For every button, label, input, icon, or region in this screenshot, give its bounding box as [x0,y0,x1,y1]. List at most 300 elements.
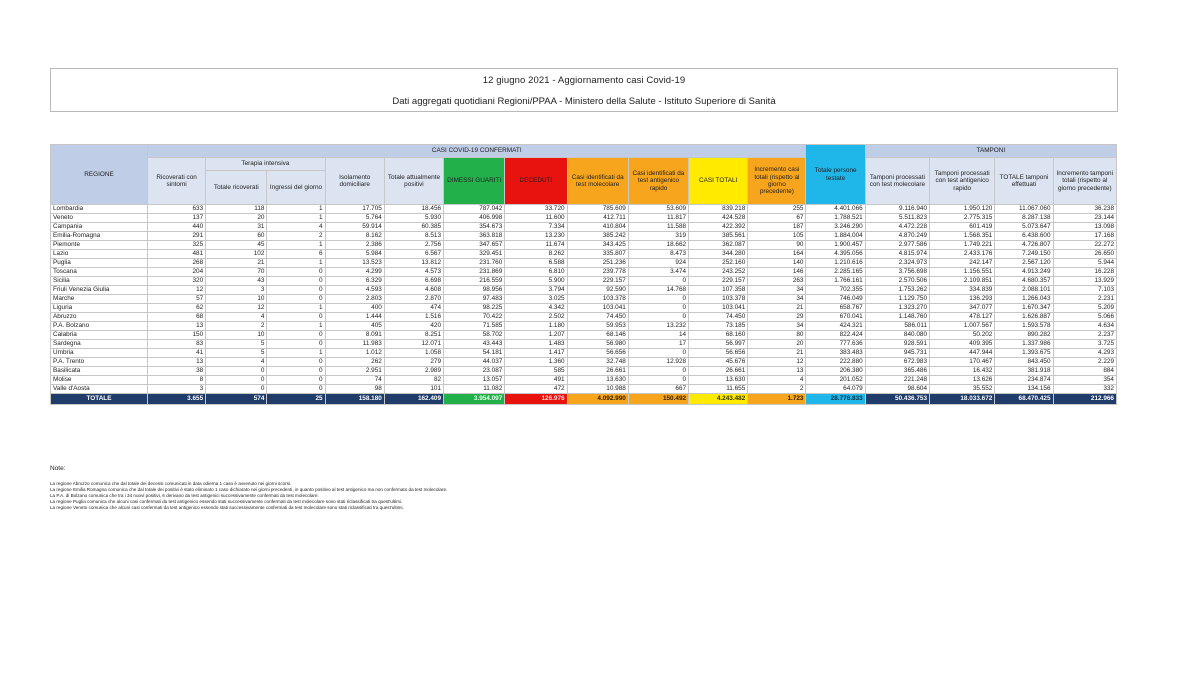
cell-isolamento: 2.803 [325,295,384,304]
cell-regione: Piemonte [51,241,148,250]
cell-persone-testate: 1.884.004 [806,232,865,241]
cell-incremento-tamponi: 2.237 [1053,331,1116,340]
cell-regione: Campania [51,223,148,232]
cell-deceduti: 11.674 [505,241,567,250]
cell-dimessi: 13.057 [444,376,505,385]
cell-tamponi-totale: 1.593.578 [995,322,1053,331]
cell-dimessi: 98.225 [444,304,505,313]
cell-casi-totali: 26.661 [689,367,748,376]
cell-tamponi-totale: 1.337.986 [995,340,1053,349]
cell-test-molecolare: 410.804 [567,223,628,232]
cell-tamponi-totale: 7.249.150 [995,250,1053,259]
notes-lines [50,481,1116,511]
header-tamponi-antigenico: Tamponi processati con test antigenico rapido [930,158,995,205]
cell-incremento-tamponi: 17.168 [1053,232,1116,241]
table-row [51,277,1117,286]
cell-ti-totale: 10 [206,331,267,340]
cell-test-antigenico: 0 [628,277,688,286]
cell-incremento-tamponi: 36.238 [1053,205,1116,214]
table-row [51,313,1117,322]
cell-incremento-casi: 255 [748,205,806,214]
cell-deceduti: 6.810 [505,268,567,277]
cell-casi-totali: 103.378 [689,295,748,304]
cell-tamponi-antigenico: 334.839 [930,286,995,295]
cell-tamponi-molecolare: 928.591 [865,340,929,349]
cell-ricoverati: 83 [147,340,205,349]
cell-tamponi-antigenico: 2.775.315 [930,214,995,223]
cell-ricoverati: 204 [147,268,205,277]
cell-deceduti: 5.900 [505,277,567,286]
cell-tamponi-totale: 381.918 [995,367,1053,376]
cell-tamponi-molecolare: 945.731 [865,349,929,358]
header-tamponi: TAMPONI [865,145,1116,158]
cell-persone-testate: 822.424 [806,331,865,340]
cell-ti-totale: 4 [206,313,267,322]
table-row [51,259,1117,268]
cell-isolamento: 4.299 [325,268,384,277]
cell-attualmente-positivi: 2.870 [384,295,443,304]
note-line: La P.A. di Bolzano comunica che tra i 34 nuovi positivi, 6 derivano da test antigenici successivamente confermati da test molecolare. [50,493,319,498]
cell-incremento-casi: 12 [748,358,806,367]
cell-tamponi-antigenico: 50.202 [930,331,995,340]
cell-tamponi-antigenico: 1.007.567 [930,322,995,331]
cell-isolamento: 262 [325,358,384,367]
cell-deceduti: 1.360 [505,358,567,367]
cell-incremento-tamponi: 26.650 [1053,250,1116,259]
cell-ricoverati: 3 [147,385,205,394]
cell-incremento-casi: 164 [748,250,806,259]
cell-casi-totali: 103.041 [689,304,748,313]
cell-incremento-tamponi: 5.944 [1053,259,1116,268]
cell-incremento-casi: 105 [748,232,806,241]
cell-tamponi-molecolare: 365.486 [865,367,929,376]
cell-incremento-tamponi: 13.929 [1053,277,1116,286]
cell-tamponi-totale: 1.266.043 [995,295,1053,304]
cell-ricoverati: 137 [147,214,205,223]
cell-dimessi: 216.559 [444,277,505,286]
table-row [51,205,1117,214]
cell-incremento-tamponi: 5.209 [1053,304,1116,313]
table-row [51,295,1117,304]
cell-casi-totali: 73.185 [689,322,748,331]
cell-test-antigenico: 0 [628,349,688,358]
cell-regione: Toscana [51,268,148,277]
cell-deceduti: 491 [505,376,567,385]
cell-incremento-casi: 146 [748,268,806,277]
cell-ti-totale: 20 [206,214,267,223]
cell-test-antigenico: 667 [628,385,688,394]
cell-test-antigenico: 14.768 [628,286,688,295]
cell-attualmente-positivi: 420 [384,322,443,331]
cell-ti-totale: 0 [206,376,267,385]
cell-dimessi: 231.760 [444,259,505,268]
cell-attualmente-positivi: 1.058 [384,349,443,358]
header-casi-totali: CASI TOTALI [689,158,748,205]
cell-test-molecolare: 26.661 [567,367,628,376]
header-regione: REGIONE [51,145,148,205]
cell-test-antigenico: 11.588 [628,223,688,232]
cell-regione: Marche [51,295,148,304]
cell-ricoverati: 12 [147,286,205,295]
cell-ricoverati: 320 [147,277,205,286]
cell-isolamento: 4.593 [325,286,384,295]
cell-dimessi: 71.585 [444,322,505,331]
cell-tamponi-antigenico: 1.749.221 [930,241,995,250]
cell-ti-totale: 5 [206,349,267,358]
cell-incremento-tamponi: 5.066 [1053,313,1116,322]
cell-tamponi-molecolare: 1.323.270 [865,304,929,313]
cell-incremento-tamponi: 7.103 [1053,286,1116,295]
total-regione: TOTALE [51,394,148,405]
table-row [51,241,1117,250]
header-isolamento: Isolamento domiciliare [325,158,384,205]
cell-casi-totali: 74.450 [689,313,748,322]
note-line: La regione Emilia Romagna comunica che dal totale dei positivi è stato eliminato 1 caso dichiarato nei giorni precedenti, in quanto positivo al test antigenico ma non confermato da test molecolare. [50,487,448,492]
cell-tamponi-antigenico: 16.432 [930,367,995,376]
table-row [51,367,1117,376]
cell-incremento-casi: 90 [748,241,806,250]
note-line: La regione Puglia comunica che alcuni casi confermati da test antigenico essendo stati successivamente confermati da test molecolare sono stati riclassificati tra quest'ultimi. [50,499,403,504]
cell-persone-testate: 1.900.457 [806,241,865,250]
cell-dimessi: 97.483 [444,295,505,304]
cell-casi-totali: 13.630 [689,376,748,385]
cell-tamponi-antigenico: 447.944 [930,349,995,358]
cell-test-antigenico: 0 [628,367,688,376]
cell-ti-ingressi: 0 [267,340,325,349]
cell-tamponi-molecolare: 3.756.698 [865,268,929,277]
cell-ti-totale: 12 [206,304,267,313]
cell-tamponi-molecolare: 4.870.249 [865,232,929,241]
cell-incremento-casi: 29 [748,313,806,322]
table-body [51,205,1117,405]
table-row [51,304,1117,313]
cell-tamponi-antigenico: 347.077 [930,304,995,313]
cell-ti-totale: 43 [206,277,267,286]
cell-attualmente-positivi: 6.698 [384,277,443,286]
cell-incremento-casi: 263 [748,277,806,286]
cell-regione: Liguria [51,304,148,313]
cell-test-antigenico: 3.474 [628,268,688,277]
cell-test-antigenico: 0 [628,295,688,304]
cell-test-molecolare: 56.656 [567,349,628,358]
cell-isolamento: 74 [325,376,384,385]
cell-test-antigenico: 18.662 [628,241,688,250]
cell-tamponi-antigenico: 478.127 [930,313,995,322]
cell-ricoverati: 38 [147,367,205,376]
cell-ti-ingressi: 0 [267,376,325,385]
cell-deceduti: 11.600 [505,214,567,223]
notes-title: Note: [50,465,66,472]
header-tamponi-totale: TOTALE tamponi effettuati [995,158,1053,205]
cell-ti-ingressi: 0 [267,286,325,295]
cell-attualmente-positivi: 101 [384,385,443,394]
cell-incremento-casi: 13 [748,367,806,376]
cell-incremento-tamponi: 16.228 [1053,268,1116,277]
cell-ti-totale: 3 [206,286,267,295]
cell-attualmente-positivi: 6.567 [384,250,443,259]
cell-dimessi: 363.818 [444,232,505,241]
cell-casi-totali: 344.280 [689,250,748,259]
report-title: 12 giugno 2021 - Aggiornamento casi Covid-19 [482,75,686,86]
cell-test-antigenico: 11.817 [628,214,688,223]
cell-casi-totali: 362.087 [689,241,748,250]
note-line: La regione Veneto comunica che alcuni casi confermati da test antigenico essendo stati successivamente confermati da test molecolare sono stati riclassificati tra quest'ultimi. [50,505,404,510]
cell-ti-ingressi: 6 [267,250,325,259]
cell-incremento-casi: 80 [748,331,806,340]
cell-tamponi-molecolare: 1.753.262 [865,286,929,295]
header-casi-confermati: CASI COVID-19 CONFERMATI [147,145,806,158]
cell-incremento-casi: 140 [748,259,806,268]
cell-tamponi-totale: 5.073.647 [995,223,1053,232]
cell-regione: Sicilia [51,277,148,286]
cell-ti-totale: 70 [206,268,267,277]
cell-test-molecolare: 412.711 [567,214,628,223]
cell-incremento-tamponi: 13.098 [1053,223,1116,232]
cell-test-antigenico: 0 [628,313,688,322]
cell-persone-testate: 4.395.056 [806,250,865,259]
cell-ti-ingressi: 0 [267,367,325,376]
cell-tamponi-molecolare: 1.148.760 [865,313,929,322]
cell-tamponi-molecolare: 4.472.228 [865,223,929,232]
cell-isolamento: 98 [325,385,384,394]
cell-persone-testate: 64.079 [806,385,865,394]
cell-ti-ingressi: 0 [267,268,325,277]
cell-test-molecolare: 335.807 [567,250,628,259]
cell-ti-totale: 5 [206,340,267,349]
cell-incremento-tamponi: 22.272 [1053,241,1116,250]
cell-tamponi-antigenico: 2.433.176 [930,250,995,259]
cell-test-molecolare: 74.450 [567,313,628,322]
header-deceduti: DECEDUTI [505,158,567,205]
cell-tamponi-totale: 8.287.138 [995,214,1053,223]
cell-casi-totali: 422.392 [689,223,748,232]
header-incremento-casi: Incremento casi totali (rispetto al giorno precedente) [748,158,806,205]
cell-regione: Basilicata [51,367,148,376]
cell-dimessi: 98.956 [444,286,505,295]
cell-isolamento: 1.012 [325,349,384,358]
total-ti-ingressi: 25 [267,394,325,405]
cell-incremento-tamponi: 2.229 [1053,358,1116,367]
cell-ti-ingressi: 0 [267,385,325,394]
cell-deceduti: 4.342 [505,304,567,313]
cell-incremento-casi: 2 [748,385,806,394]
cell-persone-testate: 222.880 [806,358,865,367]
cell-regione: Valle d'Aosta [51,385,148,394]
cell-deceduti: 585 [505,367,567,376]
cell-casi-totali: 385.561 [689,232,748,241]
cell-deceduti: 33.720 [505,205,567,214]
cell-attualmente-positivi: 18.456 [384,205,443,214]
cell-tamponi-antigenico: 136.293 [930,295,995,304]
cell-test-molecolare: 13.630 [567,376,628,385]
cell-tamponi-antigenico: 601.419 [930,223,995,232]
cell-attualmente-positivi: 2.989 [384,367,443,376]
cell-dimessi: 43.443 [444,340,505,349]
cell-persone-testate: 658.767 [806,304,865,313]
cell-persone-testate: 777.636 [806,340,865,349]
cell-ti-ingressi: 0 [267,313,325,322]
cell-ti-ingressi: 1 [267,349,325,358]
total-test-antigenico: 150.492 [628,394,688,405]
cell-persone-testate: 746.049 [806,295,865,304]
cell-test-antigenico: 924 [628,259,688,268]
cell-tamponi-totale: 6.438.600 [995,232,1053,241]
cell-ti-ingressi: 1 [267,259,325,268]
cell-tamponi-totale: 11.067.060 [995,205,1053,214]
cell-tamponi-totale: 2.088.101 [995,286,1053,295]
total-ricoverati: 3.655 [147,394,205,405]
cell-tamponi-totale: 134.156 [995,385,1053,394]
cell-test-molecolare: 229.157 [567,277,628,286]
header-test-antigenico: Casi identificati da test antigenico rapido [628,158,688,205]
cell-isolamento: 405 [325,322,384,331]
header-tamponi-molecolare: Tamponi processati con test molecolare [865,158,929,205]
cell-attualmente-positivi: 1.516 [384,313,443,322]
total-deceduti: 126.976 [505,394,567,405]
total-casi-totali: 4.243.482 [689,394,748,405]
cell-tamponi-molecolare: 586.011 [865,322,929,331]
cell-test-antigenico: 13.232 [628,322,688,331]
cell-regione: Lombardia [51,205,148,214]
cell-test-antigenico: 17 [628,340,688,349]
cell-attualmente-positivi: 5.930 [384,214,443,223]
cell-ricoverati: 8 [147,376,205,385]
covid-data-table [50,144,1117,405]
table-row [51,268,1117,277]
cell-attualmente-positivi: 4.573 [384,268,443,277]
cell-persone-testate: 3.246.290 [806,223,865,232]
cell-deceduti: 7.334 [505,223,567,232]
cell-isolamento: 11.983 [325,340,384,349]
cell-ti-ingressi: 1 [267,322,325,331]
table-row [51,376,1117,385]
cell-tamponi-totale: 1.626.887 [995,313,1053,322]
cell-tamponi-molecolare: 672.983 [865,358,929,367]
cell-incremento-casi: 187 [748,223,806,232]
cell-test-molecolare: 343.425 [567,241,628,250]
cell-test-antigenico: 0 [628,376,688,385]
cell-test-molecolare: 56.980 [567,340,628,349]
cell-tamponi-molecolare: 2.324.973 [865,259,929,268]
cell-dimessi: 231.869 [444,268,505,277]
cell-persone-testate: 1.788.521 [806,214,865,223]
cell-dimessi: 787.042 [444,205,505,214]
cell-attualmente-positivi: 2.756 [384,241,443,250]
cell-casi-totali: 839.218 [689,205,748,214]
cell-test-antigenico: 12.928 [628,358,688,367]
cell-regione: P.A. Trento [51,358,148,367]
cell-incremento-casi: 34 [748,295,806,304]
cell-casi-totali: 107.358 [689,286,748,295]
cell-ti-ingressi: 1 [267,304,325,313]
total-incremento-tamponi: 212.966 [1053,394,1116,405]
cell-test-molecolare: 251.236 [567,259,628,268]
table-row [51,331,1117,340]
cell-casi-totali: 68.160 [689,331,748,340]
cell-regione: Abruzzo [51,313,148,322]
cell-casi-totali: 424.528 [689,214,748,223]
cell-ti-totale: 118 [206,205,267,214]
cell-persone-testate: 4.401.066 [806,205,865,214]
cell-casi-totali: 45.676 [689,358,748,367]
cell-tamponi-totale: 890.282 [995,331,1053,340]
cell-persone-testate: 670.041 [806,313,865,322]
cell-incremento-tamponi: 354 [1053,376,1116,385]
cell-test-antigenico: 14 [628,331,688,340]
cell-deceduti: 13.230 [505,232,567,241]
table-row [51,214,1117,223]
cell-isolamento: 2.951 [325,367,384,376]
cell-ricoverati: 62 [147,304,205,313]
table-row [51,322,1117,331]
table-row [51,349,1117,358]
cell-casi-totali: 11.655 [689,385,748,394]
cell-ti-totale: 0 [206,367,267,376]
cell-tamponi-molecolare: 5.511.823 [865,214,929,223]
cell-tamponi-antigenico: 2.109.851 [930,277,995,286]
cell-ti-ingressi: 1 [267,205,325,214]
cell-tamponi-antigenico: 409.395 [930,340,995,349]
cell-ti-ingressi: 0 [267,277,325,286]
cell-attualmente-positivi: 82 [384,376,443,385]
cell-isolamento: 5.984 [325,250,384,259]
cell-persone-testate: 206.380 [806,367,865,376]
cell-test-molecolare: 103.041 [567,304,628,313]
cell-incremento-casi: 67 [748,214,806,223]
total-tamponi-molecolare: 50.436.753 [865,394,929,405]
cell-ricoverati: 57 [147,295,205,304]
cell-tamponi-molecolare: 2.977.586 [865,241,929,250]
cell-ricoverati: 268 [147,259,205,268]
cell-attualmente-positivi: 474 [384,304,443,313]
cell-dimessi: 70.422 [444,313,505,322]
cell-deceduti: 3.025 [505,295,567,304]
cell-isolamento: 2.386 [325,241,384,250]
cell-regione: Molise [51,376,148,385]
cell-ti-totale: 2 [206,322,267,331]
cell-tamponi-molecolare: 98.604 [865,385,929,394]
cell-test-molecolare: 785.609 [567,205,628,214]
cell-test-molecolare: 385.242 [567,232,628,241]
cell-isolamento: 8.091 [325,331,384,340]
total-attualmente-positivi: 162.409 [384,394,443,405]
cell-ti-totale: 31 [206,223,267,232]
cell-regione: Friuli Venezia Giulia [51,286,148,295]
cell-persone-testate: 1.210.616 [806,259,865,268]
cell-regione: Puglia [51,259,148,268]
cell-tamponi-molecolare: 2.570.506 [865,277,929,286]
cell-regione: Emilia-Romagna [51,232,148,241]
cell-deceduti: 8.262 [505,250,567,259]
cell-incremento-casi: 20 [748,340,806,349]
cell-test-molecolare: 10.988 [567,385,628,394]
cell-ricoverati: 13 [147,322,205,331]
cell-incremento-tamponi: 4.634 [1053,322,1116,331]
cell-incremento-casi: 34 [748,322,806,331]
cell-ricoverati: 325 [147,241,205,250]
header-dimessi: DIMESSI GUARITI [444,158,505,205]
table-row [51,385,1117,394]
cell-dimessi: 44.037 [444,358,505,367]
cell-incremento-tamponi: 332 [1053,385,1116,394]
cell-isolamento: 5.764 [325,214,384,223]
table-row [51,340,1117,349]
cell-tamponi-totale: 2.567.120 [995,259,1053,268]
cell-ricoverati: 440 [147,223,205,232]
cell-regione: Veneto [51,214,148,223]
cell-regione: Lazio [51,250,148,259]
cell-ti-totale: 102 [206,250,267,259]
